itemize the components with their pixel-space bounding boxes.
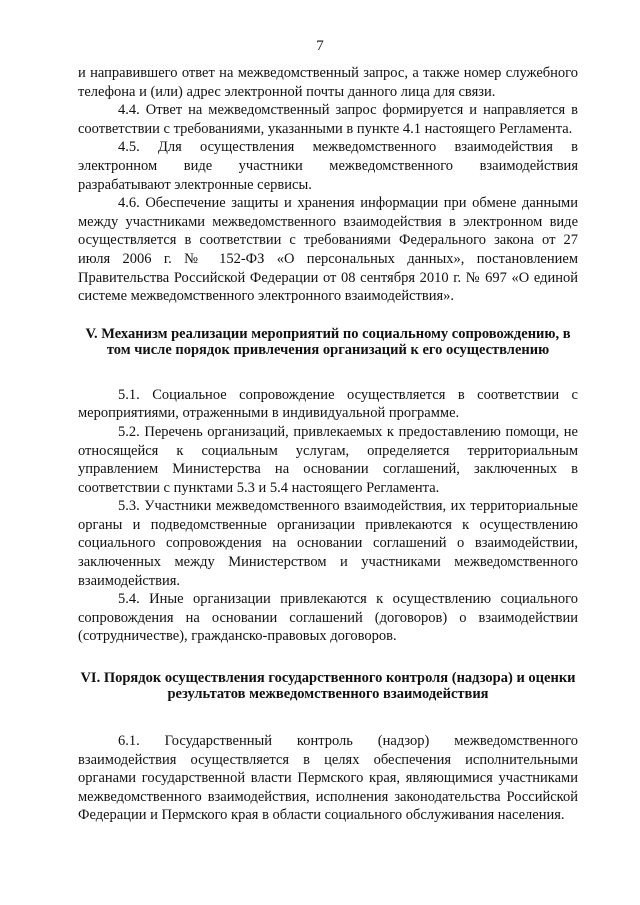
paragraph-continuation: и направившего ответ на межведомственный запрос, а также номер служебного телефона и (или) адрес электронной почты данного лица для связи.: [78, 65, 578, 100]
paragraph-5-4: 5.4. Иные организации привлекаются к осуществлению социального сопровождения на основании соглашений (договоров) о взаимодействии (сотрудничестве), гражданско-правовых договоров.: [78, 591, 578, 645]
paragraph-5-1: 5.1. Социальное сопровождение осуществляется в соответствии с мероприятиями, отраженными в индивидуальной программе.: [78, 386, 578, 422]
paragraph-4-5: 4.5. Для осуществления межведомственного взаимодействия в электронном виде участники межведомственного взаимодействия разрабатывают электронные сервисы.: [78, 139, 578, 193]
document-body: [78, 64, 578, 825]
section-5-heading: V. Механизм реализации мероприятий по социальному сопровождению, в том числе порядок привлечения организаций к его осуществлению: [85, 325, 571, 358]
paragraph-4-6: 4.6. Обеспечение защиты и хранения информации при обмене данными между участниками межведомственного взаимодействия в электронном виде осуществляется в соответствии с требованиями Федерального закона от 27 июля 2006 г. № 152-ФЗ «О персональных данных», постановлением Правительства Российской Федерации от 08 сентября 2010 г. № 697 «О единой системе межведомственного электронного взаимодействия».: [78, 195, 578, 305]
paragraph-5-3: 5.3. Участники межведомственного взаимодействия, их территориальные органы и подведомственные организации привлекаются к осуществлению социального сопровождения на основании соглашений о взаимодействии, заключенных между Министерством и участниками межведомственного взаимодействия.: [78, 498, 578, 589]
paragraph-4-4: 4.4. Ответ на межведомственный запрос формируется и направляется в соответствии с требованиями, указанными в пункте 4.1 настоящего Регламента.: [78, 102, 578, 137]
paragraph-6-1: 6.1. Государственный контроль (надзор) межведомственного взаимодействия осуществляется в целях обеспечения исполнительными органами государственной власти Пермского края, являющимися участниками межведомственного взаимодействия, исполнения законодательства Российской Федерации и Пермского края в области социального обслуживания населения.: [78, 733, 578, 824]
section-6-heading: VI. Порядок осуществления государственного контроля (надзора) и оценки результатов межведомственного взаимодействия: [80, 670, 576, 703]
page-number: 7: [316, 38, 324, 54]
paragraph-5-2: 5.2. Перечень организаций, привлекаемых к предоставлению помощи, не относящейся к социальным услугам, определяется территориальным управлением Министерства на основании соглашений, заключенных в соответствии с пунктами 5.3 и 5.4 настоящего Регламента.: [78, 423, 578, 496]
